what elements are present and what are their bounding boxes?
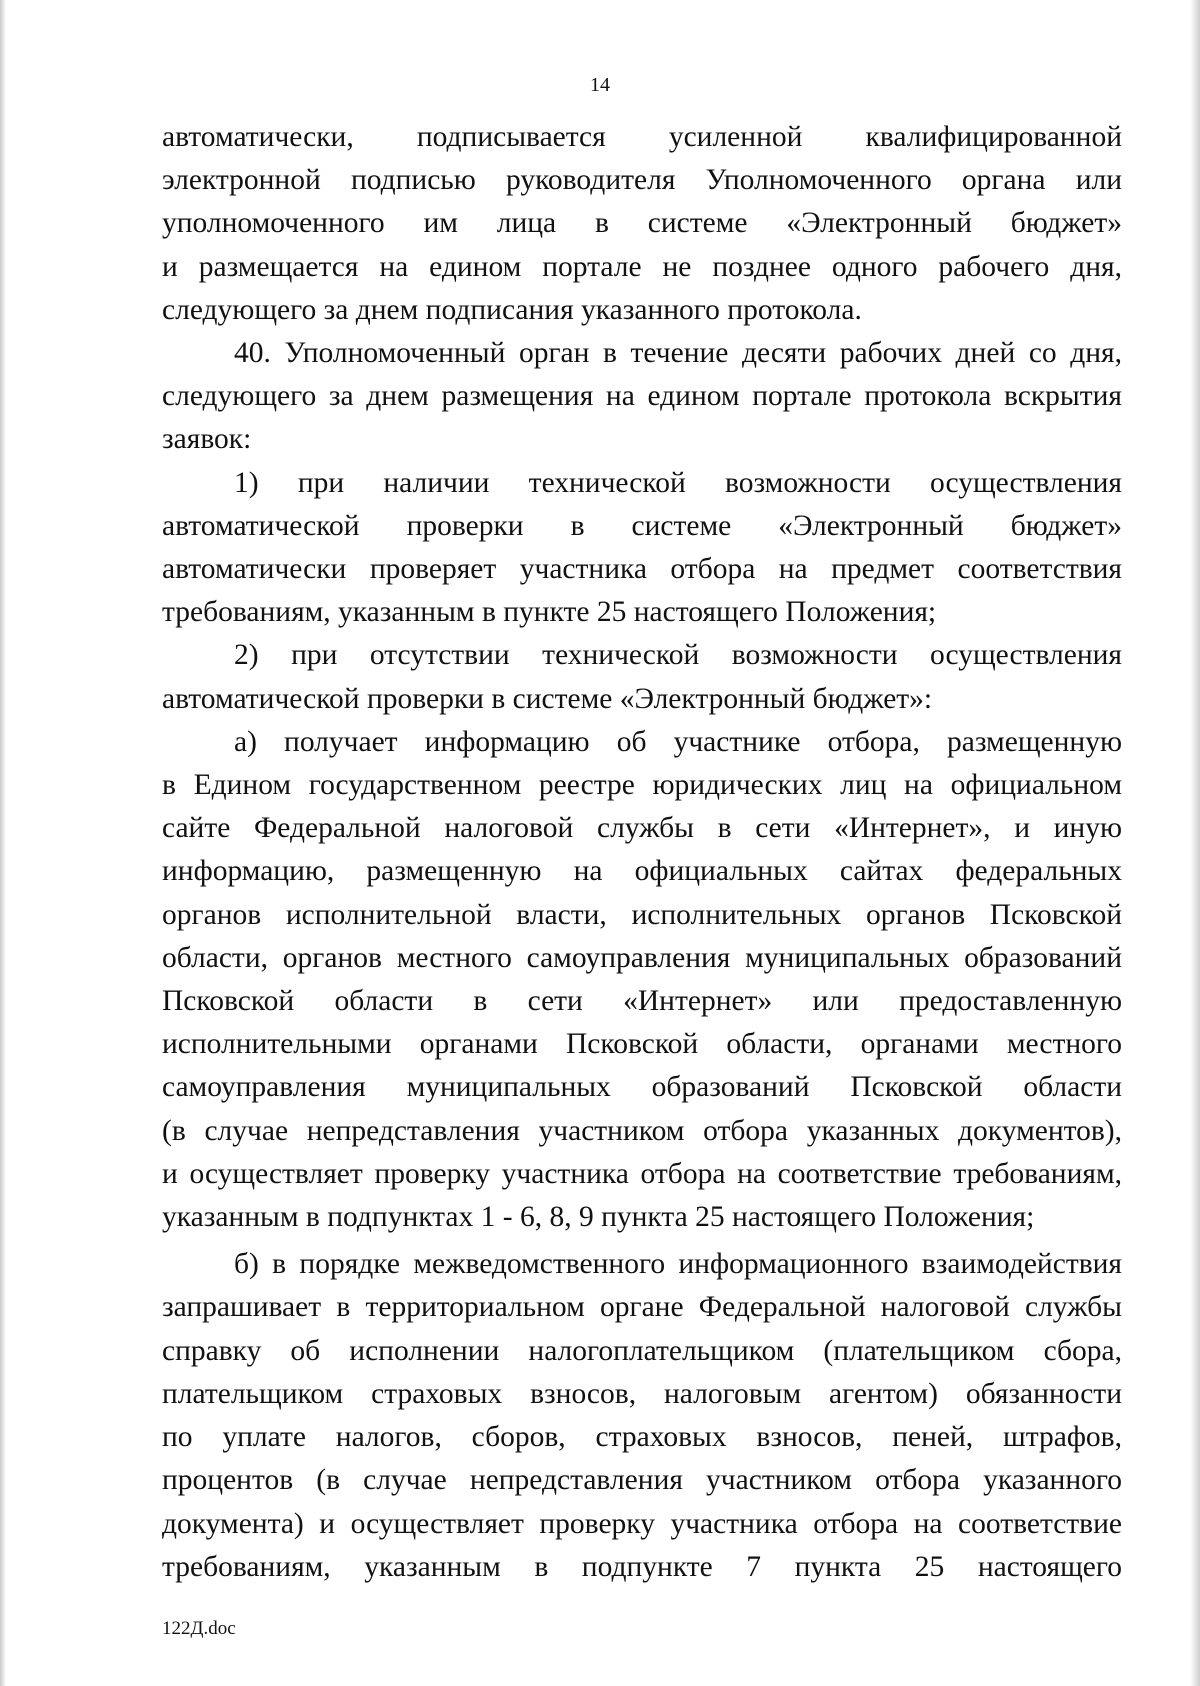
text-line: требованиям, указанным в подпункте 7 пункта 25 настоящего bbox=[162, 1550, 1122, 1583]
text-line: и осуществляет проверку участника отбора на соответствие требованиям, bbox=[162, 1157, 1122, 1190]
text-line: Псковской области в сети «Интернет» или предоставленную bbox=[162, 985, 1122, 1018]
text-line: и размещается на едином портале не позднее одного рабочего дня, bbox=[162, 250, 1122, 283]
text-line: области, органов местного самоуправления муниципальных образований bbox=[162, 941, 1122, 974]
text-line: а) получает информацию об участнике отбора, размещенную bbox=[234, 725, 1122, 758]
scan-edge-left bbox=[0, 0, 6, 1686]
text-line: электронной подписью руководителя Уполномоченного органа или bbox=[162, 164, 1122, 197]
text-line: исполнительными органами Псковской области, органами местного bbox=[162, 1028, 1122, 1061]
document-body bbox=[162, 116, 1122, 1589]
text-line: плательщиком страховых взносов, налоговым агентом) обязанности bbox=[162, 1377, 1122, 1410]
text-line: процентов (в случае непредставления участником отбора указанного bbox=[162, 1464, 1122, 1497]
text-line: запрашивает в территориальном органе Федеральной налоговой службы bbox=[162, 1291, 1122, 1324]
text-line: в Едином государственном реестре юридических лиц на официальном bbox=[162, 769, 1122, 802]
text-line: информацию, размещенную на официальных сайтах федеральных bbox=[162, 855, 1122, 888]
footer-filename: 122Д.doc bbox=[162, 1618, 236, 1639]
text-line: 40. Уполномоченный орган в течение десяти рабочих дней со дня, bbox=[234, 337, 1122, 370]
text-line: (в случае непредставления участником отбора указанных документов), bbox=[162, 1114, 1122, 1147]
text-line: автоматически проверяет участника отбора на предмет соответствия bbox=[162, 553, 1122, 586]
text-line: сайте Федеральной налоговой службы в сети «Интернет», и иную bbox=[162, 812, 1122, 845]
text-line: 1) при наличии технической возможности осуществления bbox=[234, 466, 1122, 499]
text-line: требованиям, указанным в пункте 25 настоящего Положения; bbox=[162, 596, 937, 629]
text-line: автоматически, подписывается усиленной квалифицированной bbox=[162, 121, 1122, 153]
text-line: указанным в подпунктах 1 - 6, 8, 9 пункта 25 настоящего Положения; bbox=[162, 1201, 1035, 1234]
scan-edge-right bbox=[1190, 0, 1200, 1686]
text-line: 2) при отсутствии технической возможности осуществления bbox=[234, 639, 1122, 672]
text-line: справку об исполнении налогоплательщиком (плательщиком сбора, bbox=[162, 1334, 1122, 1367]
text-line: самоуправления муниципальных образований Псковской области bbox=[162, 1071, 1122, 1104]
text-line: органов исполнительной власти, исполнительных органов Псковской bbox=[162, 898, 1122, 931]
text-line: по уплате налогов, сборов, страховых взносов, пеней, штрафов, bbox=[162, 1421, 1122, 1454]
text-line: документа) и осуществляет проверку участника отбора на соответствие bbox=[162, 1507, 1122, 1540]
text-line: автоматической проверки в системе «Электронный бюджет» bbox=[162, 509, 1122, 542]
text-line: следующего за днем подписания указанного протокола. bbox=[162, 293, 862, 326]
page-number: 14 bbox=[590, 74, 610, 96]
text-line: уполномоченного им лица в системе «Электронный бюджет» bbox=[162, 207, 1122, 240]
text-line: заявок: bbox=[162, 423, 252, 456]
text-line: автоматической проверки в системе «Электронный бюджет»: bbox=[162, 682, 933, 715]
text-line: б) в порядке межведомственного информационного взаимодействия bbox=[234, 1248, 1122, 1281]
text-line: следующего за днем размещения на едином портале протокола вскрытия bbox=[162, 380, 1122, 413]
